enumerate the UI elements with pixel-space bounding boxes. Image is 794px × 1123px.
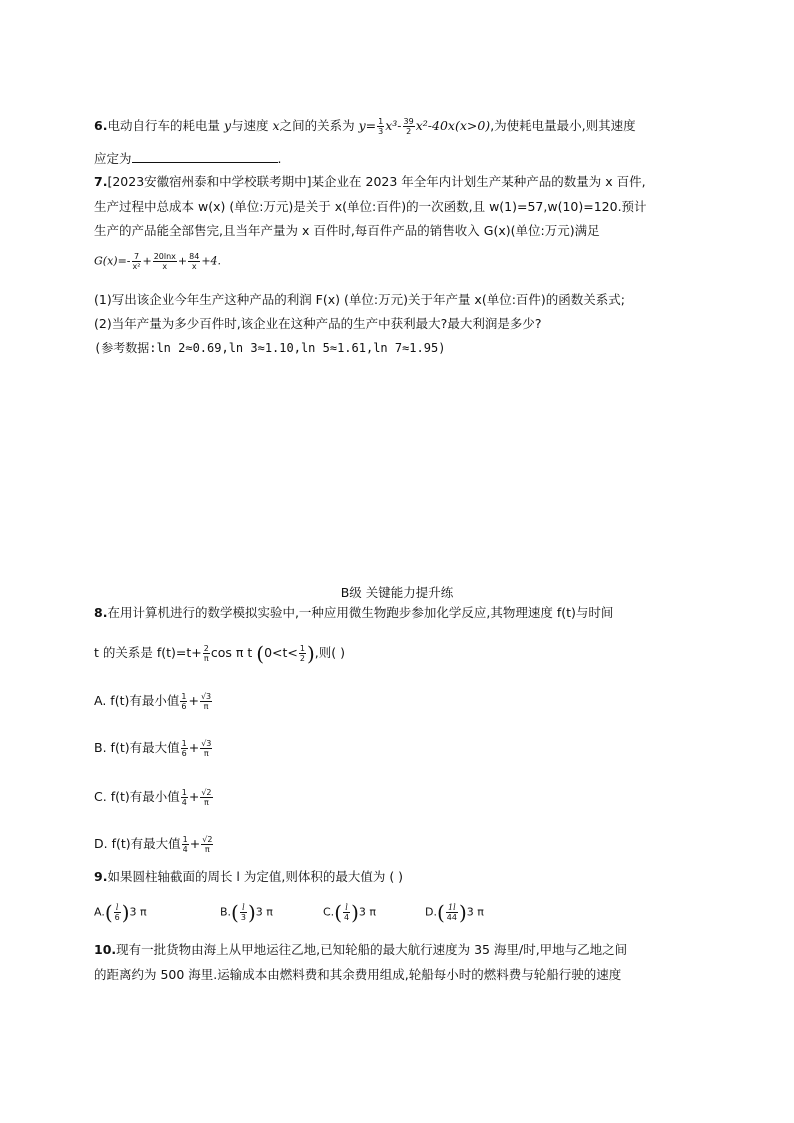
q9-option-d[interactable] <box>425 900 484 925</box>
q8-option-d-frac2 <box>201 835 213 854</box>
q8-option-b-text: f(t)有最大值 <box>110 740 180 755</box>
q9-option-d-open-paren: ( <box>436 900 445 925</box>
q7-ref-text: (参考数据:ln 2≈0.69,ln 3≈1.10,ln 5≈1.61,ln 7≈1.95) <box>94 341 446 355</box>
q9-option-a[interactable] <box>94 900 147 925</box>
q9-option-b-frac <box>240 903 247 922</box>
q8-option-a-label: A. <box>94 693 107 708</box>
q8-line2-end: ,则( ) <box>314 645 345 660</box>
q8-frac-den: π <box>203 654 209 663</box>
q8-option-a-plus: + <box>188 693 199 708</box>
q8-cond-num: 1 <box>299 644 305 653</box>
q7-line2-text: 生产过程中总成本 w(x) (单位:万元)是关于 x(单位:百件)的一次函数,且 w(1)=57,w(10)=120.预计 <box>94 199 647 214</box>
q9-option-b-num: l <box>240 903 247 913</box>
q8-option-b-frac1 <box>181 739 188 758</box>
q6-line1 <box>94 117 636 136</box>
q8-line1 <box>94 605 613 621</box>
q8-option-c-n1: 1 <box>181 788 187 797</box>
q8-option-c-d1: 4 <box>181 798 187 807</box>
q9-option-b-close-paren: ) <box>247 900 256 925</box>
q9-option-c[interactable] <box>323 900 377 925</box>
q6-line2 <box>94 150 282 167</box>
q7-g-f2-den: x <box>162 262 168 271</box>
q8-option-c-d2: π <box>204 798 209 807</box>
q8-option-d-text: f(t)有最大值 <box>111 836 181 851</box>
q9-number: 9. <box>94 869 108 884</box>
q8-cond-pre: 0<t< <box>264 645 298 660</box>
q6-frac1 <box>377 117 384 136</box>
q6-mid2: 之间的关系为 <box>279 118 355 133</box>
q7-line2 <box>94 199 647 215</box>
q9-stem <box>94 869 403 885</box>
q6-frac1-den: 3 <box>378 127 384 136</box>
q9-option-d-den: 44 <box>446 913 457 922</box>
q9-option-c-tail: 3 π <box>358 905 377 919</box>
q9-option-d-frac <box>446 903 458 922</box>
q8-option-b-label: B. <box>94 740 107 755</box>
q8-option-c[interactable] <box>94 788 214 807</box>
q8-option-a-n1: 1 <box>181 692 187 701</box>
q7-g-f3-num: 84 <box>189 252 200 261</box>
q9-option-c-close-paren: ) <box>351 900 359 925</box>
q8-option-d[interactable] <box>94 835 214 854</box>
q9-option-a-close-paren: ) <box>121 900 130 925</box>
q8-option-d-label: D. <box>94 836 108 851</box>
q9-option-d-num: 1l <box>446 903 458 913</box>
q9-option-d-close-paren: ) <box>458 900 467 925</box>
q8-option-a-d1: 6 <box>181 702 187 711</box>
q8-option-b-d2: π <box>203 749 209 758</box>
q7-g-plus2: + <box>177 254 188 268</box>
q8-cond-frac <box>299 644 306 663</box>
q7-g-plus1: + <box>142 254 152 268</box>
q7-line1-text: [2023安徽宿州泰和中学校联考期中]某企业在 2023 年全年内计划生产某种产品的数量为 x 百件, <box>107 174 646 189</box>
q7-g-formula <box>94 252 221 271</box>
q8-line2-mid: cos π t <box>210 645 253 660</box>
q9-option-c-den: 4 <box>344 913 350 922</box>
q8-option-b[interactable] <box>94 739 213 758</box>
q9-option-a-tail: 3 π <box>129 905 147 919</box>
q8-option-c-label: C. <box>94 789 107 804</box>
q7-line3-text: 生产的产品能全部售完,且当年产量为 x 百件时,每百件产品的销售收入 G(x)(单位:万元)满足 <box>94 223 600 238</box>
q7-sub2 <box>94 316 541 332</box>
q7-g-lhs: G(x)=- <box>94 254 131 268</box>
q8-option-d-n1: 1 <box>182 835 188 844</box>
q7-line1 <box>94 174 646 190</box>
q7-sub2-text: (2)当年产量为多少百件时,该企业在这种产品的生产中获利最大?最大利润是多少? <box>94 316 542 331</box>
q6-line2-end: . <box>277 151 282 166</box>
q7-g-f2-num: 20lnx <box>153 252 176 261</box>
q6-var-x: x <box>272 118 280 133</box>
q8-option-b-frac2 <box>200 739 212 758</box>
q9-option-b-open-paren: ( <box>231 900 239 925</box>
q8-option-c-frac2 <box>200 788 212 807</box>
q6-number: 6. <box>94 118 108 133</box>
q9-option-d-tail: 3 π <box>466 905 484 919</box>
q8-line2-pre: t 的关系是 f(t)=t+ <box>94 645 202 660</box>
q10-line1-text: 现有一批货物由海上从甲地运往乙地,已知轮船的最大航行速度为 35 海里/时,甲地与乙地之间 <box>116 942 628 957</box>
q9-option-d-label: D. <box>425 905 437 919</box>
q8-option-b-n1: 1 <box>181 739 187 748</box>
q8-option-b-n2: √3 <box>201 739 212 748</box>
q8-option-a-text: f(t)有最小值 <box>110 693 180 708</box>
q9-option-c-num: l <box>343 903 350 913</box>
q10-line2 <box>94 967 621 983</box>
q8-option-d-d1: 4 <box>182 845 188 854</box>
q9-option-c-open-paren: ( <box>334 900 342 925</box>
q8-option-a[interactable] <box>94 692 213 711</box>
q7-ref <box>94 340 445 356</box>
q8-cond-close-paren: ) <box>306 641 315 666</box>
q9-option-a-open-paren: ( <box>104 900 113 925</box>
q8-option-a-n2: √3 <box>200 692 212 701</box>
q9-option-a-den: 6 <box>114 913 120 922</box>
q9-option-c-frac <box>343 903 350 922</box>
section-title: B级 关键能力提升练 <box>340 585 454 600</box>
q7-g-tail: +4. <box>201 254 222 268</box>
q9-option-c-label: C. <box>323 905 335 919</box>
q7-g-f1-den: x² <box>132 262 141 271</box>
q6-var-y: y <box>223 118 232 133</box>
q8-option-b-plus: + <box>188 740 200 755</box>
q9-option-b[interactable] <box>220 900 273 925</box>
q7-line3 <box>94 223 600 239</box>
q8-line2 <box>94 641 345 666</box>
q6-frac2-num: 39 <box>403 117 414 126</box>
q7-g-f3-den: x <box>191 262 197 271</box>
q7-sub1 <box>94 292 625 308</box>
q8-option-d-plus: + <box>189 836 201 851</box>
q6-answer-blank[interactable] <box>132 150 278 163</box>
q10-line2-text: 的距离约为 500 海里.运输成本由燃料费和其余费用组成,轮船每小时的燃料费与轮船行驶的速度 <box>94 967 622 982</box>
q9-option-a-frac <box>114 903 121 922</box>
q9-text: 如果圆柱轴截面的周长 l 为定值,则体积的最大值为 ( ) <box>107 869 404 884</box>
q8-number: 8. <box>94 605 108 620</box>
q7-g-frac2 <box>153 252 177 271</box>
q8-cond-open-paren: ( <box>256 641 265 666</box>
q8-option-c-plus: + <box>188 789 200 804</box>
q8-frac-num: 2 <box>203 644 209 653</box>
q8-line1-text: 在用计算机进行的数学模拟实验中,一种应用微生物跑步参加化学反应,其物理速度 f(t)与时间 <box>107 605 614 620</box>
q9-option-b-label: B. <box>220 905 232 919</box>
q10-number: 10. <box>94 942 117 957</box>
q8-frac <box>203 644 210 663</box>
q10-line1 <box>94 942 627 958</box>
q8-option-b-d1: 6 <box>181 749 187 758</box>
q6-formula-lhs: y= <box>358 118 377 133</box>
q9-option-b-den: 3 <box>240 913 246 922</box>
q8-option-a-d2: π <box>203 702 209 711</box>
q8-option-c-frac1 <box>181 788 188 807</box>
q8-option-d-d2: π <box>204 845 210 854</box>
q7-sub1-text: (1)写出该企业今年生产这种产品的利润 F(x) (单位:万元)关于年产量 x(单位:百件)的函数关系式; <box>94 292 626 307</box>
q8-option-d-frac1 <box>182 835 189 854</box>
q6-suffix: ,为使耗电量最小,则其速度 <box>490 118 636 133</box>
q7-g-frac1 <box>132 252 142 271</box>
q8-cond-den: 2 <box>299 654 305 663</box>
q6-frac2-den: 2 <box>406 127 412 136</box>
q6-term2: x²-40x(x>0) <box>415 118 491 133</box>
q7-g-f1-num: 7 <box>132 252 142 262</box>
q9-option-b-tail: 3 π <box>255 905 273 919</box>
q8-option-c-n2: √2 <box>201 788 212 797</box>
q6-prefix: 电动自行车的耗电量 <box>107 118 220 133</box>
q9-option-a-label: A. <box>94 905 105 919</box>
q7-g-frac3 <box>188 252 200 271</box>
q8-option-c-text: f(t)有最小值 <box>110 789 180 804</box>
q6-line2-text: 应定为 <box>94 151 132 166</box>
q6-mid: 与速度 <box>231 118 269 133</box>
q6-frac2 <box>403 117 415 136</box>
q8-option-a-frac2 <box>200 692 212 711</box>
q6-term1: x³- <box>385 118 402 133</box>
q7-number: 7. <box>94 174 108 189</box>
q8-option-d-n2: √2 <box>202 835 213 844</box>
q6-frac1-num: 1 <box>378 117 384 126</box>
q8-option-a-frac1 <box>180 692 187 711</box>
q9-option-a-num: l <box>114 903 121 913</box>
